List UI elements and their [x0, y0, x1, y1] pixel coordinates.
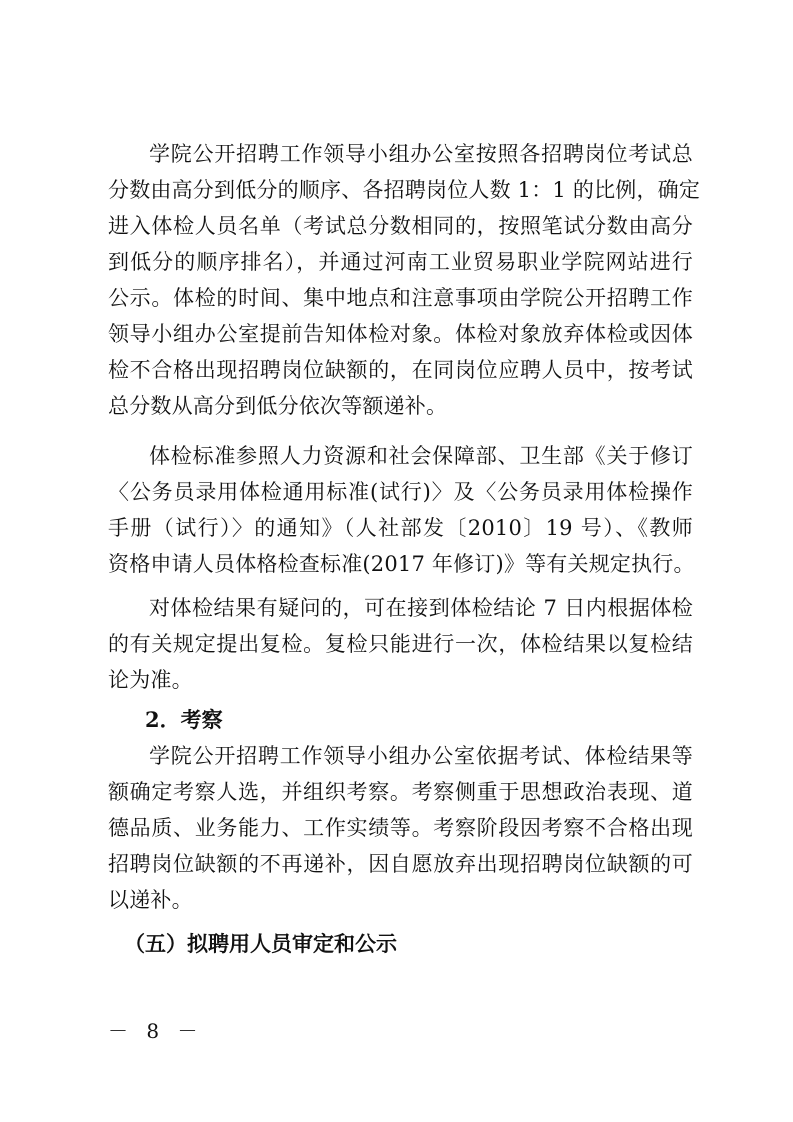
paragraph-line: 额确定考察人选，并组织考察。考察侧重于思想政治表现、道 [108, 780, 693, 804]
paragraph-line: 招聘岗位缺额的不再递补，因自愿放弃出现招聘岗位缺额的可 [108, 852, 693, 876]
paragraph-line: 进入体检人员名单（考试总分数相同的，按照笔试分数由高分 [108, 214, 693, 238]
paragraph-line: 领导小组办公室提前告知体检对象。体检对象放弃体检或因体 [108, 322, 693, 346]
paragraph-line: 体检标准参照人力资源和社会保障部、卫生部《关于修订 [149, 444, 693, 468]
paragraph-line: 学院公开招聘工作领导小组办公室依据考试、体检结果等 [149, 744, 693, 768]
paragraph-line: 论为准。 [108, 668, 193, 692]
paragraph-line: 学院公开招聘工作领导小组办公室按照各招聘岗位考试总 [149, 142, 693, 166]
paragraph-line: 检不合格出现招聘岗位缺额的，在同岗位应聘人员中，按考试 [108, 358, 693, 382]
paragraph-line: 对体检结果有疑问的，可在接到体检结论 7 日内根据体检 [149, 596, 693, 620]
paragraph-line: 德品质、业务能力、工作实绩等。考察阶段因考察不合格出现 [108, 816, 693, 840]
section-heading-proposed-hires: （五）拟聘用人员审定和公示 [124, 931, 397, 956]
paragraph-line: 分数由高分到低分的顺序、各招聘岗位人数 1：1 的比例，确定 [108, 178, 701, 202]
paragraph-line: 〈公务员录用体检通用标准(试行)〉及〈公务员录用体检操作 [108, 480, 693, 504]
paragraph-line: 以递补。 [108, 888, 193, 912]
paragraph-line: 总分数从高分到低分依次等额递补。 [108, 394, 448, 418]
paragraph-line: 手册（试行）〉的通知》（人社部发〔2010〕19 号）、《教师 [108, 516, 693, 540]
paragraph-line: 资格申请人员体格检查标准(2017 年修订)》等有关规定执行。 [108, 552, 695, 576]
section-heading-inspection: 2．考察 [145, 707, 223, 732]
paragraph-line: 的有关规定提出复检。复检只能进行一次，体检结果以复检结 [108, 632, 693, 656]
page-number: － 8 － [108, 1019, 204, 1043]
paragraph-line: 公示。体检的时间、集中地点和注意事项由学院公开招聘工作 [108, 286, 693, 310]
paragraph-line: 到低分的顺序排名），并通过河南工业贸易职业学院网站进行 [108, 250, 693, 274]
